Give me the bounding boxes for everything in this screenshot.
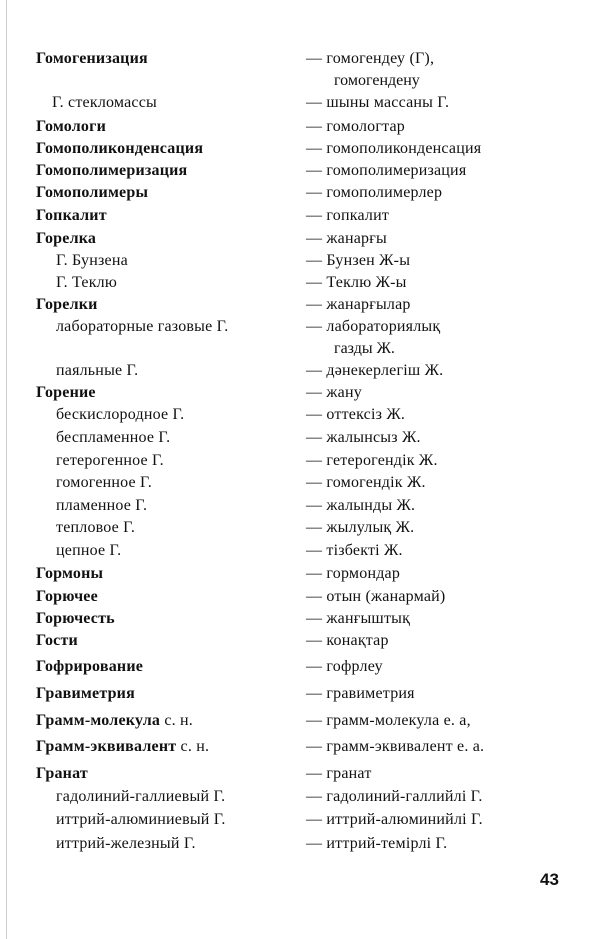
headword [36,631,78,651]
dictionary-entry [0,273,608,297]
term-text: Г. стекломассы [52,94,157,111]
dictionary-entry [0,684,608,708]
dictionary-entry [0,631,608,655]
translation: — отын (жанармай) [306,588,446,605]
translation-continuation: газды Ж. [334,340,395,357]
headword [36,161,187,181]
term-text: Гомополимеры [36,184,149,201]
sub-term [56,810,226,830]
term-text: Горелки [36,296,98,313]
term-text: цепное Г. [56,542,122,559]
dictionary-entry [0,295,608,319]
translation: — гранат [306,765,372,782]
dictionary-entry [0,496,608,520]
term-text: иттрий-железный Г. [56,835,196,852]
term-text: Гомологи [36,118,107,135]
sub-term [56,834,196,854]
translation: — иттрий-темірлі Г. [306,835,448,852]
dictionary-entry [0,361,608,385]
term-text: Гомогенизация [36,50,148,67]
term-text: иттрий-алюминиевый Г. [56,811,226,828]
dictionary-entry [0,810,608,834]
dictionary-entry [0,183,608,207]
term-text: Грамм-молекула [36,712,161,729]
headword [36,764,88,784]
sub-term [56,273,117,293]
term-text: Гопкалит [36,207,107,224]
dictionary-entry [0,834,608,858]
sub-term [56,541,121,561]
term-text: Г. Теклю [56,274,118,291]
sub-term [56,787,225,807]
term-text: Гранат [36,765,88,782]
term-text: гетерогенное Г. [56,452,164,469]
dictionary-entry [0,564,608,588]
translation: — гетерогендік Ж. [306,452,438,469]
sub-term [56,251,128,271]
translation: — гравиметрия [306,685,415,702]
term-text: Грамм-эквивалент [36,738,177,755]
headword [36,711,193,731]
headword [36,117,106,137]
headword [36,383,96,403]
term-text: паяльные Г. [56,362,139,379]
translation: — гофрлеу [306,658,383,675]
dictionary-entry [0,139,608,163]
dictionary-entry [0,451,608,475]
dictionary-entry [0,251,608,275]
dictionary-entry [0,206,608,230]
sub-term [56,496,147,516]
sub-term [56,361,138,381]
headword [36,49,148,69]
translation: — гормондар [306,565,401,582]
dictionary-entry [0,383,608,407]
sub-term [52,93,157,113]
headword [36,206,107,226]
term-text: тепловое Г. [56,519,136,536]
term-text: Горючесть [36,610,115,627]
translation: — гомополиконденсация [306,140,482,157]
dictionary-entry [0,317,608,357]
sub-term [56,428,170,448]
term-text: Горение [36,384,96,401]
term-text: беспламенное Г. [56,429,171,446]
translation: — дәнекерлегіш Ж. [306,362,444,379]
translation: — шыны массаны Г. [306,94,450,111]
headword [36,587,98,607]
translation: — тізбекті Ж. [306,542,403,559]
dictionary-entry [0,229,608,253]
dictionary-entry [0,764,608,788]
dictionary-entry [0,609,608,633]
translation: — гопкалит [306,207,390,224]
dictionary-entry [0,657,608,681]
headword [36,183,148,203]
translation: — гомологтар [306,118,406,135]
dictionary-entry [0,49,608,89]
gender-note: с. н. [176,738,210,755]
dictionary-entry [0,405,608,429]
term-text: лабораторные газовые Г. [56,318,229,335]
dictionary-entry [0,518,608,542]
term-text: гадолиний-галлиевый Г. [56,788,226,805]
translation: — гомогендік Ж. [306,474,426,491]
headword [36,684,135,704]
translation: — грамм-молекула е. а, [306,712,471,729]
headword [36,229,96,249]
dictionary-entry [0,117,608,141]
translation: — гомополимерлер [306,184,443,201]
term-text: Гофрирование [36,658,144,675]
dictionary-entry [0,473,608,497]
headword [36,609,115,629]
translation-continuation: гомогендену [334,72,420,89]
term-text: Г. Бунзена [56,252,128,269]
term-text: Гомополиконденсация [36,140,204,157]
term-text: пламенное Г. [56,497,148,514]
translation: — жалынсыз Ж. [306,429,421,446]
translation: — грамм-эквивалент е. а. [306,738,485,755]
translation: — иттрий-алюминийлі Г. [306,811,483,828]
sub-term [56,451,164,471]
sub-term [56,317,228,337]
headword [36,737,209,757]
headword [36,564,103,584]
translation: — оттексіз Ж. [306,406,406,423]
dictionary-entry [0,93,608,117]
page-number: 43 [540,870,559,889]
dictionary-entry [0,787,608,811]
dictionary-entry [0,711,608,735]
term-text: Гомополимеризация [36,162,188,179]
dictionary-entry [0,428,608,452]
translation: — гадолиний-галлийлі Г. [306,788,483,805]
term-text: Гости [36,632,78,649]
sub-term [56,518,135,538]
translation: — конақтар [306,632,389,649]
translation: — гомополимеризация [306,162,467,179]
dictionary-entry [0,541,608,565]
term-text: Горючее [36,588,98,605]
translation: — жанарғы [306,230,387,247]
translation: — жанғыштық [306,610,411,627]
term-text: бескислородное Г. [56,406,185,423]
translation: — Теклю Ж-ы [306,274,407,291]
dictionary-entry [0,587,608,611]
dictionary-entry [0,737,608,761]
sub-term [56,405,184,425]
dictionary-entry [0,161,608,185]
translation: — жалынды Ж. [306,497,416,514]
gender-note: с. н. [160,712,193,729]
translation: — лабораториялық [306,318,441,335]
term-text: гомогенное Г. [56,474,152,491]
headword [36,295,98,315]
headword [36,657,143,677]
translation: — Бунзен Ж-ы [306,252,411,269]
term-text: Гормоны [36,565,104,582]
sub-term [56,473,152,493]
term-text: Гравиметрия [36,685,135,702]
term-text: Горелка [36,230,97,247]
headword [36,139,203,159]
translation: — жанарғылар [306,296,411,313]
translation: — жану [306,384,362,401]
translation: — гомогендеу (Г), [306,50,435,67]
translation: — жылулық Ж. [306,519,415,536]
